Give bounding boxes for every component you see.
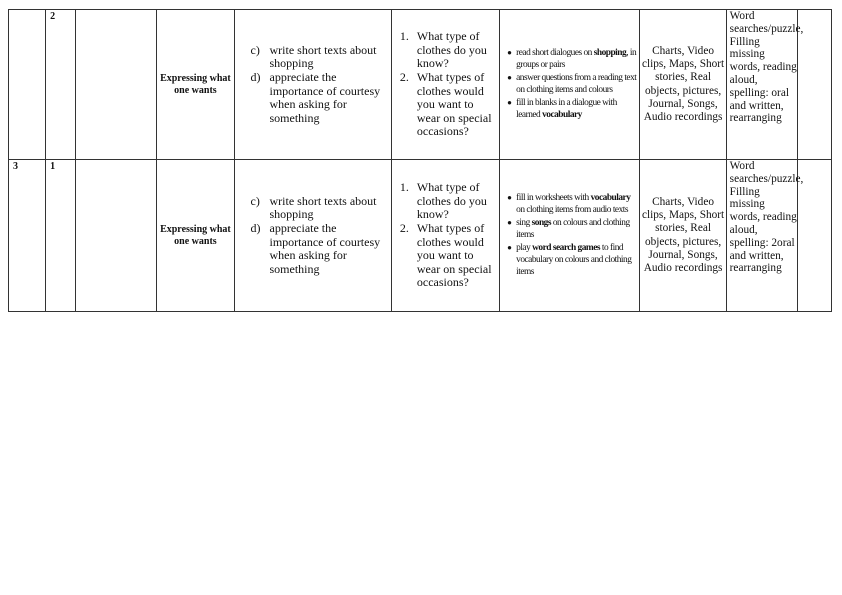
outcome-marker: d): [250, 69, 261, 84]
experience-text: on clothing items from audio texts: [516, 205, 629, 215]
experience-text: sing: [516, 218, 532, 228]
bullet-icon: ●: [507, 218, 512, 227]
inquiry-item: [400, 71, 499, 139]
lesson-cell: 2: [46, 10, 76, 160]
experience-text: play: [516, 243, 533, 253]
experience-keyword: word search games: [532, 243, 601, 253]
inquiry-item: [400, 181, 499, 222]
experience-text: , in groups or pairs: [516, 48, 637, 70]
scheme-of-work-table: [8, 9, 832, 312]
table-row: [9, 160, 832, 312]
experience-item: [507, 217, 637, 241]
inquiry-text: What types of clothes would you want to wear on special occasions?: [416, 220, 492, 290]
bullet-icon: ●: [507, 48, 512, 57]
lesson-cell: 1: [46, 160, 76, 312]
outcome-item: [251, 195, 391, 222]
outcome-marker: c): [250, 42, 260, 57]
inquiry-text: What type of clothes do you know?: [416, 180, 487, 222]
outcome-text: write short texts about shopping: [269, 193, 377, 222]
outcome-item: [251, 44, 391, 71]
outcome-text: appreciate the importance of courtesy when asking for something: [269, 69, 381, 125]
experience-keyword: shopping: [593, 48, 627, 58]
learning-outcomes-cell: [234, 160, 391, 312]
strand-cell: [76, 160, 157, 312]
experience-text: read short dialogues on: [516, 48, 594, 58]
inquiry-text: What types of clothes would you want to wear on special occasions?: [416, 69, 492, 139]
outcome-text: write short texts about shopping: [269, 42, 377, 71]
outcome-item: [251, 71, 391, 125]
learning-experiences-cell: [500, 160, 640, 312]
learning-resources-cell: Charts, Video clips, Maps, Short stories, Real objects, pictures, Journal, Songs, Audio recordings: [640, 160, 726, 312]
experience-keyword: vocabulary: [590, 193, 631, 203]
strand-cell: [76, 10, 157, 160]
learning-experiences-cell: [500, 10, 640, 160]
week-cell: [9, 10, 46, 160]
inquiry-marker: 1.: [399, 29, 409, 44]
experience-text: fill in blanks in a dialogue with learned: [516, 98, 617, 120]
table-row: [9, 10, 832, 160]
outcome-marker: d): [250, 220, 261, 235]
experience-item: [507, 97, 637, 121]
experience-text: answer questions from a reading text on clothing items and colours: [516, 73, 637, 95]
inquiry-item: [400, 30, 499, 71]
sub-strand-cell: Expressing what one wants: [157, 160, 234, 312]
bullet-icon: ●: [507, 243, 512, 252]
experience-text: fill in worksheets with: [516, 193, 591, 203]
inquiry-marker: 2.: [399, 69, 409, 84]
week-cell: 3: [9, 160, 46, 312]
experience-item: [507, 192, 637, 216]
inquiry-item: [400, 222, 499, 290]
outcome-text: appreciate the importance of courtesy when asking for something: [269, 220, 381, 276]
outcome-item: [251, 222, 391, 276]
inquiry-questions-cell: [391, 160, 499, 312]
inquiry-marker: 1.: [399, 180, 409, 195]
inquiry-text: What type of clothes do you know?: [416, 29, 487, 71]
assessment-cell: Word searches/puzzle, Filling missing words, reading aloud, spelling: oral and written, rearranging: [726, 10, 797, 160]
bullet-icon: ●: [507, 193, 512, 202]
experience-keyword: vocabulary: [542, 110, 582, 120]
inquiry-marker: 2.: [399, 220, 409, 235]
experience-item: [507, 47, 637, 71]
experience-text: on colours and clothing items: [516, 218, 630, 240]
experience-text: to find vocabulary on colours and clothing items: [516, 243, 632, 277]
assessment-cell: Word searches/puzzle, Filling missing words, reading aloud, spelling: 2oral and written, rearranging: [726, 160, 797, 312]
bullet-icon: ●: [507, 73, 512, 82]
inquiry-questions-cell: [391, 10, 499, 160]
experience-keyword: songs: [531, 218, 552, 228]
bullet-icon: ●: [507, 98, 512, 107]
experience-item: [507, 242, 637, 278]
sub-strand-cell: Expressing what one wants: [157, 10, 234, 160]
experience-item: [507, 72, 637, 96]
learning-outcomes-cell: [234, 10, 391, 160]
learning-resources-cell: Charts, Video clips, Maps, Short stories, Real objects, pictures, Journal, Songs, Audio recordings: [640, 10, 726, 160]
outcome-marker: c): [250, 193, 260, 208]
